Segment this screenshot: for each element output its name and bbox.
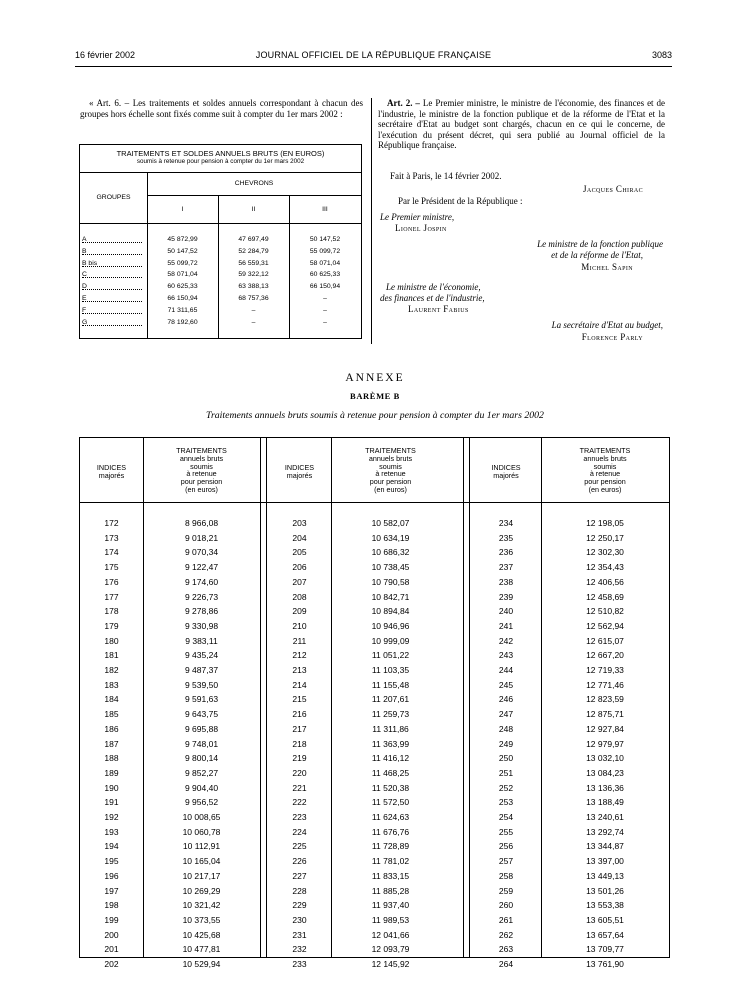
indice-value: 176 — [104, 576, 119, 587]
indice-value: 222 — [292, 797, 307, 808]
header-line: majorés — [493, 470, 519, 480]
indice-value: 195 — [104, 856, 119, 867]
article-2-label: Art. 2. – — [387, 98, 420, 108]
chevron-value: – — [323, 306, 327, 314]
traitement-value: 9 070,34 — [184, 547, 219, 558]
traitement-value: 10 217,17 — [182, 870, 221, 881]
annex-subtitle: Traitements annuels bruts soumis à retenue pour pension à compter du 1er mars 2002 — [206, 410, 544, 421]
signatory-president: Jacques Chirac — [582, 184, 643, 194]
header-journal-title: JOURNAL OFFICIEL DE LA RÉPUBLIQUE FRANÇAISE — [255, 50, 492, 60]
indice-value: 255 — [498, 826, 514, 837]
traitement-value: 10 999,09 — [371, 635, 410, 646]
traitement-value: 13 449,13 — [586, 870, 624, 881]
indice-value: 211 — [292, 635, 307, 646]
traitement-value: 9 383,11 — [185, 635, 218, 646]
traitement-value: 9 018,21 — [184, 532, 219, 543]
indice-value: 232 — [292, 944, 307, 955]
header-page-number: 3083 — [651, 50, 672, 60]
traitement-value: 10 477,81 — [182, 944, 221, 955]
indice-value: 208 — [292, 591, 307, 602]
chevrons-table-row — [80, 295, 361, 305]
indice-value: 233 — [292, 959, 307, 969]
traitement-value: 9 904,40 — [184, 782, 219, 793]
traitement-value: 9 956,52 — [184, 797, 219, 808]
traitement-value: 10 894,84 — [371, 606, 410, 617]
traitement-value: 9 539,50 — [184, 679, 219, 690]
chevron-value: 71 311,65 — [167, 306, 198, 314]
indice-value: 194 — [104, 841, 119, 852]
chevrons-table — [79, 144, 362, 339]
indice-value: 213 — [292, 665, 307, 675]
traitement-value: 12 145,92 — [371, 959, 410, 969]
chevron-value: – — [323, 295, 327, 302]
traitement-value: 11 468,25 — [371, 767, 410, 778]
traitement-value: 10 946,96 — [371, 620, 410, 631]
traitement-value: 10 321,42 — [182, 900, 221, 911]
article-2-body: Le Premier ministre, le ministre de l'économie, des finances et de l'industrie, le ministre de la fonction publique et de la réforme de l'Etat et la secrétaire d'Etat au budget sont chargés, chacun en ce qui le concerne, de l'exécution du présent décret, qui sera publié au Journal officiel de la République française. — [378, 98, 666, 150]
traitement-value: 10 738,45 — [371, 562, 410, 573]
chevrons-table-row — [80, 260, 361, 270]
indice-value: 254 — [498, 812, 514, 822]
indice-value: 196 — [104, 870, 119, 881]
chevrons-table-row — [80, 248, 361, 258]
traitement-value: 9 435,24 — [184, 650, 219, 661]
indice-value: 250 — [498, 753, 514, 764]
indice-value: 192 — [104, 812, 119, 822]
header-line: soumis — [379, 461, 402, 471]
indice-value: 218 — [292, 738, 307, 749]
indice-value: 243 — [498, 650, 514, 661]
indice-value: 184 — [104, 694, 119, 705]
article-6 — [80, 98, 363, 119]
traitement-value: 11 155,48 — [371, 679, 410, 690]
traitement-value: 12 302,30 — [586, 547, 624, 558]
chevron-value: 50 147,52 — [309, 236, 341, 243]
traitement-value: 11 781,02 — [371, 856, 410, 867]
traitement-value: 9 800,14 — [184, 753, 219, 764]
chevrons-table-row — [80, 283, 361, 293]
chevrons-table-row — [80, 307, 361, 317]
indice-value: 224 — [292, 826, 307, 837]
chevrons-header: CHEVRONS — [234, 180, 274, 187]
chevrons-table-row — [80, 319, 361, 329]
indice-value: 249 — [498, 738, 514, 749]
traitement-value: 10 112,91 — [182, 841, 221, 852]
indice-value: 227 — [292, 870, 307, 881]
header-line: annuels bruts — [583, 453, 627, 463]
chevron-col-header: III — [322, 206, 328, 213]
indice-value: 260 — [498, 900, 514, 911]
traitement-value: 13 032,10 — [586, 753, 624, 764]
traitement-value: 11 937,40 — [371, 900, 410, 911]
header-line: majorés — [286, 470, 313, 480]
traitement-value: 12 406,56 — [586, 576, 624, 587]
indice-value: 239 — [498, 591, 514, 602]
bareme-table — [79, 437, 670, 969]
article-6-text: « Art. 6. – Les traitements et soldes annuels correspondant à chacun des groupes hors échelle sont fixés comme suit à compter du 1er mars 2002 : — [80, 98, 363, 119]
chevron-value: 68 757,36 — [238, 295, 269, 302]
header-line: à retenue — [375, 469, 406, 479]
chevrons-table-row — [80, 236, 361, 246]
indice-value: 259 — [498, 885, 514, 896]
indice-value: 177 — [104, 591, 119, 602]
indice-value: 210 — [292, 620, 307, 631]
group-label: D — [82, 283, 87, 291]
group-label: B — [82, 247, 87, 255]
traitement-value: 13 709,77 — [586, 944, 624, 955]
indice-value: 220 — [292, 767, 307, 778]
chevron-value: 63 388,13 — [238, 283, 269, 291]
traitement-value: 12 875,71 — [586, 709, 624, 720]
signatory-pm-name: Lionel Jospin — [395, 223, 447, 233]
indice-value: 247 — [498, 709, 514, 720]
header-line: INDICES — [96, 463, 127, 472]
indice-value: 181 — [104, 650, 119, 661]
indice-value: 258 — [498, 870, 514, 881]
header-date: 16 février 2002 — [75, 50, 136, 60]
indice-value: 174 — [104, 547, 119, 558]
traitement-value: 10 269,29 — [182, 885, 221, 896]
indice-value: 241 — [498, 620, 514, 631]
indice-value: 190 — [104, 782, 119, 793]
indice-value: 180 — [104, 635, 119, 646]
traitement-value: 11 311,86 — [372, 723, 409, 734]
traitement-value: 9 852,27 — [184, 767, 219, 778]
traitement-value: 12 979,97 — [586, 738, 624, 749]
indice-value: 219 — [292, 753, 307, 764]
indice-value: 235 — [498, 532, 514, 543]
header-line: pour pension — [369, 477, 412, 487]
indice-value: 204 — [292, 532, 307, 543]
header-line: INDICES — [491, 463, 521, 472]
indice-value: 189 — [104, 767, 119, 778]
traitement-value: 13 240,61 — [586, 812, 624, 822]
chevron-value: 66 150,94 — [167, 295, 198, 302]
article-2-text — [378, 98, 665, 151]
traitement-value: 11 416,12 — [371, 753, 410, 764]
group-label: G — [82, 318, 88, 326]
traitement-value: 12 250,17 — [586, 532, 624, 543]
chevron-value: 59 322,12 — [238, 271, 269, 279]
traitement-value: 12 198,05 — [586, 518, 624, 528]
traitement-value: 10 790,58 — [371, 576, 410, 587]
traitement-value: 13 761,90 — [586, 959, 624, 969]
indice-value: 262 — [498, 929, 514, 940]
indice-value: 186 — [104, 723, 119, 734]
indice-value: 199 — [104, 914, 119, 925]
header-line: soumis — [190, 461, 213, 471]
indice-value: 237 — [498, 562, 514, 573]
traitement-value: 12 771,46 — [586, 679, 624, 690]
traitement-value: 10 686,32 — [371, 547, 410, 558]
indice-value: 238 — [498, 576, 514, 587]
groupes-header: GROUPES — [96, 194, 131, 201]
indice-value: 178 — [104, 606, 119, 617]
header-line: INDICES — [284, 463, 315, 472]
indice-value: 212 — [292, 650, 307, 661]
traitement-value: 12 354,43 — [586, 562, 624, 573]
chevron-value: 60 625,33 — [167, 283, 198, 291]
traitement-value: 12 458,69 — [586, 591, 624, 602]
indice-value: 225 — [292, 841, 307, 852]
indice-value: 251 — [498, 767, 514, 778]
indices-header — [268, 464, 331, 480]
traitement-value: 11 363,99 — [371, 738, 410, 749]
chevron-value: 45 872,99 — [167, 236, 198, 243]
traitement-value: 10 060,78 — [182, 826, 221, 837]
indice-value: 172 — [104, 518, 119, 528]
traitement-value: 12 615,07 — [586, 635, 624, 646]
indice-value: 200 — [104, 929, 119, 940]
header-line: pour pension — [180, 477, 223, 487]
signatory-pm-title: Le Premier ministre, — [380, 212, 455, 222]
indice-value: 223 — [292, 812, 307, 822]
signatory-budget-title: La secrétaire d'Etat au budget, — [551, 320, 663, 330]
chevron-value: 50 147,52 — [167, 247, 198, 255]
header-line: (en euros) — [185, 484, 218, 494]
indice-value: 229 — [292, 900, 307, 911]
traitement-value: 10 165,04 — [182, 856, 221, 867]
traitement-value: 11 259,73 — [371, 709, 410, 720]
article-2 — [378, 98, 666, 342]
group-label: A — [82, 236, 87, 243]
traitement-value: 11 103,35 — [371, 665, 410, 675]
traitement-value: 13 136,36 — [586, 782, 624, 793]
header-line: annuels bruts — [179, 453, 224, 463]
header-line: pour pension — [584, 477, 626, 487]
header-line: TRAITEMENTS — [176, 446, 227, 455]
indice-value: 264 — [498, 959, 514, 969]
indice-value: 252 — [498, 782, 514, 793]
indice-value: 231 — [292, 929, 307, 940]
signatory-fp-title-2: et de la réforme de l'Etat, — [551, 250, 643, 260]
indice-value: 185 — [104, 709, 119, 720]
indice-value: 179 — [104, 620, 119, 631]
traitement-value: 11 885,28 — [371, 885, 410, 896]
chevrons-table-title: TRAITEMENTS ET SOLDES ANNUELS BRUTS (EN EUROS) — [116, 149, 325, 158]
indice-value: 226 — [292, 856, 307, 867]
signatory-eco-name: Laurent Fabius — [408, 304, 469, 314]
indice-value: 228 — [292, 885, 307, 896]
indice-value: 230 — [292, 914, 307, 925]
indice-value: 175 — [104, 562, 119, 573]
header-rule — [75, 66, 672, 67]
indice-value: 201 — [104, 944, 119, 955]
chevron-value: 47 697,49 — [238, 236, 269, 243]
indices-header — [471, 464, 541, 480]
indice-value: 207 — [292, 576, 307, 587]
bareme-title: BARÈME B — [350, 391, 400, 401]
column-separator — [371, 98, 372, 344]
signatory-budget-name: Florence Parly — [581, 332, 643, 342]
traitement-value: 13 605,51 — [586, 914, 624, 925]
chevron-value: 58 071,04 — [309, 259, 341, 267]
signature-place-date: Fait à Paris, le 14 février 2002. — [390, 171, 502, 181]
header-line: soumis — [593, 461, 617, 471]
indice-value: 188 — [104, 753, 119, 764]
indice-value: 193 — [104, 826, 119, 837]
traitements-header — [541, 447, 669, 494]
traitement-value: 10 634,19 — [371, 532, 410, 543]
chevron-value: 78 192,60 — [167, 318, 198, 326]
indice-value: 215 — [292, 694, 307, 705]
indice-value: 209 — [292, 606, 307, 617]
traitement-value: 12 719,33 — [586, 665, 624, 675]
group-label: C — [82, 271, 87, 279]
header-line: annuels bruts — [368, 453, 413, 463]
signatory-eco-title: Le ministre de l'économie, — [386, 282, 481, 292]
indice-value: 221 — [292, 782, 307, 793]
traitement-value: 11 572,50 — [371, 797, 410, 808]
header-line: à retenue — [589, 469, 621, 479]
indice-value: 253 — [498, 797, 514, 808]
chevron-value: 52 284,79 — [238, 247, 269, 255]
traitement-value: 10 529,94 — [182, 959, 221, 969]
par-le-president: Par le Président de la République : — [398, 196, 523, 206]
traitement-value: 12 093,79 — [371, 944, 410, 955]
indice-value: 191 — [104, 797, 119, 808]
indice-value: 236 — [498, 547, 514, 558]
indice-value: 242 — [498, 635, 514, 646]
traitement-value: 10 008,65 — [182, 812, 221, 822]
indice-value: 205 — [292, 547, 307, 558]
traitement-value: 12 927,84 — [586, 723, 624, 734]
traitement-value: 13 397,00 — [586, 856, 624, 867]
traitement-value: 11 207,61 — [371, 694, 410, 705]
indice-value: 216 — [292, 709, 307, 720]
traitement-value: 10 425,68 — [182, 929, 221, 940]
traitement-value: 13 501,26 — [586, 885, 624, 896]
traitement-value: 11 051,22 — [371, 650, 410, 661]
traitement-value: 10 842,71 — [371, 591, 410, 602]
indice-value: 203 — [292, 518, 307, 528]
traitement-value: 9 122,47 — [184, 562, 219, 573]
indice-value: 202 — [104, 959, 119, 969]
traitements-header — [143, 447, 260, 494]
traitement-value: 9 591,63 — [184, 694, 219, 705]
signatory-fp-name: Michel Sapin — [581, 262, 633, 272]
header-line: TRAITEMENTS — [579, 446, 631, 455]
traitement-value: 12 562,94 — [586, 620, 624, 631]
indice-value: 183 — [104, 679, 119, 690]
annex-title: ANNEXE — [345, 372, 405, 384]
indice-value: 261 — [498, 914, 514, 925]
traitement-value: 13 084,23 — [586, 767, 624, 778]
chevrons-table-subtitle: soumis à retenue pour pension à compter du 1er mars 2002 — [136, 158, 305, 165]
group-label: B bis — [82, 259, 98, 267]
indice-value: 206 — [292, 562, 307, 573]
traitement-value: 9 174,60 — [184, 576, 219, 587]
indice-value: 187 — [104, 738, 119, 749]
traitement-value: 11 728,89 — [371, 841, 410, 852]
chevron-value: – — [251, 318, 256, 326]
indice-value: 263 — [498, 944, 514, 955]
traitement-value: 13 553,38 — [586, 900, 624, 911]
header-line: (en euros) — [374, 484, 407, 494]
chevron-value: 66 150,94 — [309, 283, 341, 291]
chevron-value: 55 099,72 — [309, 247, 341, 255]
indice-value: 197 — [104, 885, 119, 896]
chevron-col-header: II — [251, 206, 256, 213]
traitement-value: 9 226,73 — [184, 591, 219, 602]
signatory-fp-title: Le ministre de la fonction publique — [537, 239, 663, 249]
group-label: F — [82, 306, 87, 314]
traitement-value: 11 624,63 — [371, 812, 410, 822]
chevron-value: 58 071,04 — [167, 271, 198, 279]
indice-value: 246 — [498, 694, 514, 705]
signatory-eco-title-2: des finances et de l'industrie, — [380, 293, 485, 303]
traitement-value: 11 833,15 — [371, 870, 410, 881]
indice-value: 214 — [292, 679, 307, 690]
traitement-value: 9 278,86 — [184, 606, 219, 617]
indice-value: 256 — [498, 841, 514, 852]
chevron-value: 56 559,31 — [238, 259, 269, 267]
traitement-value: 13 292,74 — [586, 826, 624, 837]
chevron-value: – — [251, 306, 256, 314]
traitement-value: 9 748,01 — [184, 738, 219, 749]
indices-header — [80, 464, 143, 480]
indice-value: 234 — [498, 518, 514, 528]
indice-value: 257 — [498, 856, 514, 867]
indice-value: 245 — [498, 679, 514, 690]
traitement-value: 11 989,53 — [371, 914, 410, 925]
traitement-value: 10 373,55 — [182, 914, 221, 925]
header-line: à retenue — [186, 469, 217, 479]
traitement-value: 10 582,07 — [371, 518, 410, 528]
traitement-value: 13 344,87 — [586, 841, 624, 852]
indice-value: 173 — [104, 532, 119, 543]
header-line: (en euros) — [588, 484, 622, 494]
indice-value: 244 — [498, 665, 514, 675]
chevron-col-header: I — [181, 206, 184, 213]
traitement-value: 12 041,66 — [371, 929, 410, 940]
traitement-value: 11 520,38 — [371, 782, 410, 793]
traitement-value: 9 643,75 — [184, 709, 219, 720]
indice-value: 240 — [498, 606, 514, 617]
traitement-value: 12 667,20 — [586, 650, 624, 661]
traitement-value: 9 695,88 — [184, 723, 219, 734]
header-line: majorés — [98, 470, 125, 480]
indice-value: 248 — [498, 723, 514, 734]
traitement-value: 9 487,37 — [184, 665, 219, 675]
traitement-value: 9 330,98 — [184, 620, 219, 631]
indice-value: 198 — [104, 900, 119, 911]
traitement-value: 13 188,49 — [586, 797, 624, 808]
chevron-value: 55 099,72 — [167, 259, 198, 267]
page-header — [75, 50, 672, 64]
traitement-value: 11 676,76 — [371, 826, 410, 837]
traitements-header — [331, 447, 450, 494]
indice-value: 217 — [292, 723, 307, 734]
traitement-value: 12 510,82 — [586, 606, 624, 617]
traitement-value: 8 966,08 — [184, 518, 219, 528]
traitement-value: 12 823,59 — [586, 694, 624, 705]
header-line: TRAITEMENTS — [365, 446, 416, 455]
group-label: E — [82, 295, 87, 302]
chevrons-table-row — [80, 271, 361, 281]
chevron-value: – — [323, 318, 327, 326]
chevron-value: 60 625,33 — [309, 271, 341, 279]
traitement-value: 13 657,64 — [586, 929, 624, 940]
indice-value: 182 — [104, 665, 119, 675]
